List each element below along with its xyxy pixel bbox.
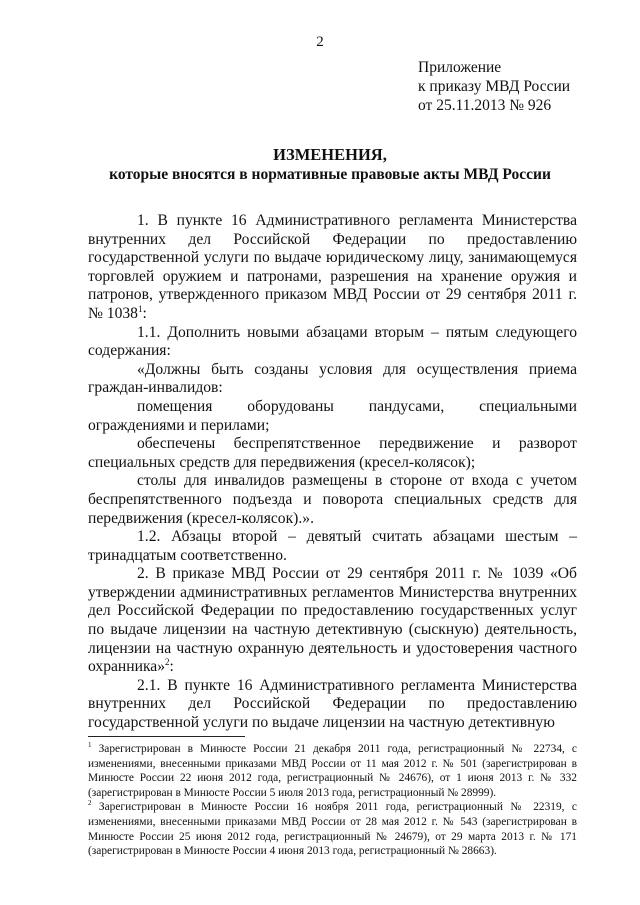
footnote-ref-2: 2 [165,657,170,668]
paragraph-2-1: 2.1. В пункте 16 Административного регламента Министерства внутренних дел Российской Федерации по предоставлению государственной услуги по выдаче лицензии на частную детективную [88,676,577,732]
quoted-paragraph-1: «Должны быть созданы условия для осуществления приема граждан-инвалидов: [88,360,577,397]
footnote-1 [88,742,577,800]
footnote-1-mark: 1 [88,741,92,750]
appendix-block [418,58,570,115]
appendix-line-3: от 25.11.2013 № 926 [418,97,552,114]
paragraph-1 [88,212,577,324]
document-subtitle: которые вносятся в нормативные правовые акты МВД России [109,166,551,183]
quoted-paragraph-3: обеспечены беспрепятственное передвижение и разворот специальных средств для передвижения (кресел-колясок); [88,435,577,471]
footnote-2 [88,800,577,858]
document-title: ИЗМЕНЕНИЯ, [273,145,387,164]
paragraph-2 [88,565,577,677]
page-number: 2 [316,34,324,50]
appendix-line-1: Приложение [418,59,502,76]
footnote-1-text: Зарегистрирован в Минюсте России 21 декабря 2011 года, регистрационный № 22734, с изменениями, внесенными приказами МВД России от 11 мая 2012 г. № 501 (зарегистрирован в Минюсте России 22 июня 2012 года, регистрационный № 24676), от 1 июня 2013 г. № 332 (зарегистрирован в Минюсте России 5 июля 2013 года, регистрационный № 28999). [88,743,577,799]
paragraph-1-text: 1. В пункте 16 Административного регламента Министерства внутренних дел Российской Федерации по предоставлению государственной услуги по выдаче юридическому лицу, занимающемуся торговлей оружием и патронами, разрешения на хранение оружия и патронов, утвержденного приказом МВД России от 29 сентября 2011 г. № 1038 [88,212,577,322]
quoted-paragraph-2: помещения оборудованы пандусами, специальными ограждениями и перилами; [88,397,577,434]
footnotes [88,742,577,859]
paragraph-2-end: : [169,658,174,676]
paragraph-1-end: : [142,304,147,322]
footnote-ref-1: 1 [137,303,143,314]
appendix-line-2: к приказу МВД России [418,78,571,95]
footnote-separator [88,736,245,737]
paragraph-1-2: 1.2. Абзацы второй – девятый считать абзацами шестым – тринадцатым соответственно. [88,528,577,564]
footnote-2-text: Зарегистрирован в Минюсте России 16 ноября 2011 года, регистрационный № 22319, с изменениями, внесенными приказами МВД России от 28 мая 2012 г. № 543 (зарегистрирован в Минюсте России 25 июня 2012 года, регистрационный № 24679), от 29 марта 2013 г. № 171 (зарегистрирован в Минюсте России 4 июня 2013 года, регистрационный № 28663). [88,801,577,858]
quoted-paragraph-4: столы для инвалидов размещены в стороне от входа с учетом беспрепятственного подъезда и поворота специальных средств для передвижения (кресел-колясок).». [88,472,577,527]
paragraph-2-text: 2. В приказе МВД России от 29 сентября 2011 г. № 1039 «Об утверждении административных регламентов Министерства внутренних дел Российской Федерации по предоставлению государственных услуг по выдаче лицензии на частную детективную (сыскную) деятельность, лицензии на частную охранную деятельность и удостоверения частного охранника» [88,565,577,676]
paragraph-1-1: 1.1. Дополнить новыми абзацами вторым – пятым следующего содержания: [88,323,577,360]
document-body [88,212,577,733]
footnote-2-mark: 2 [88,799,92,808]
